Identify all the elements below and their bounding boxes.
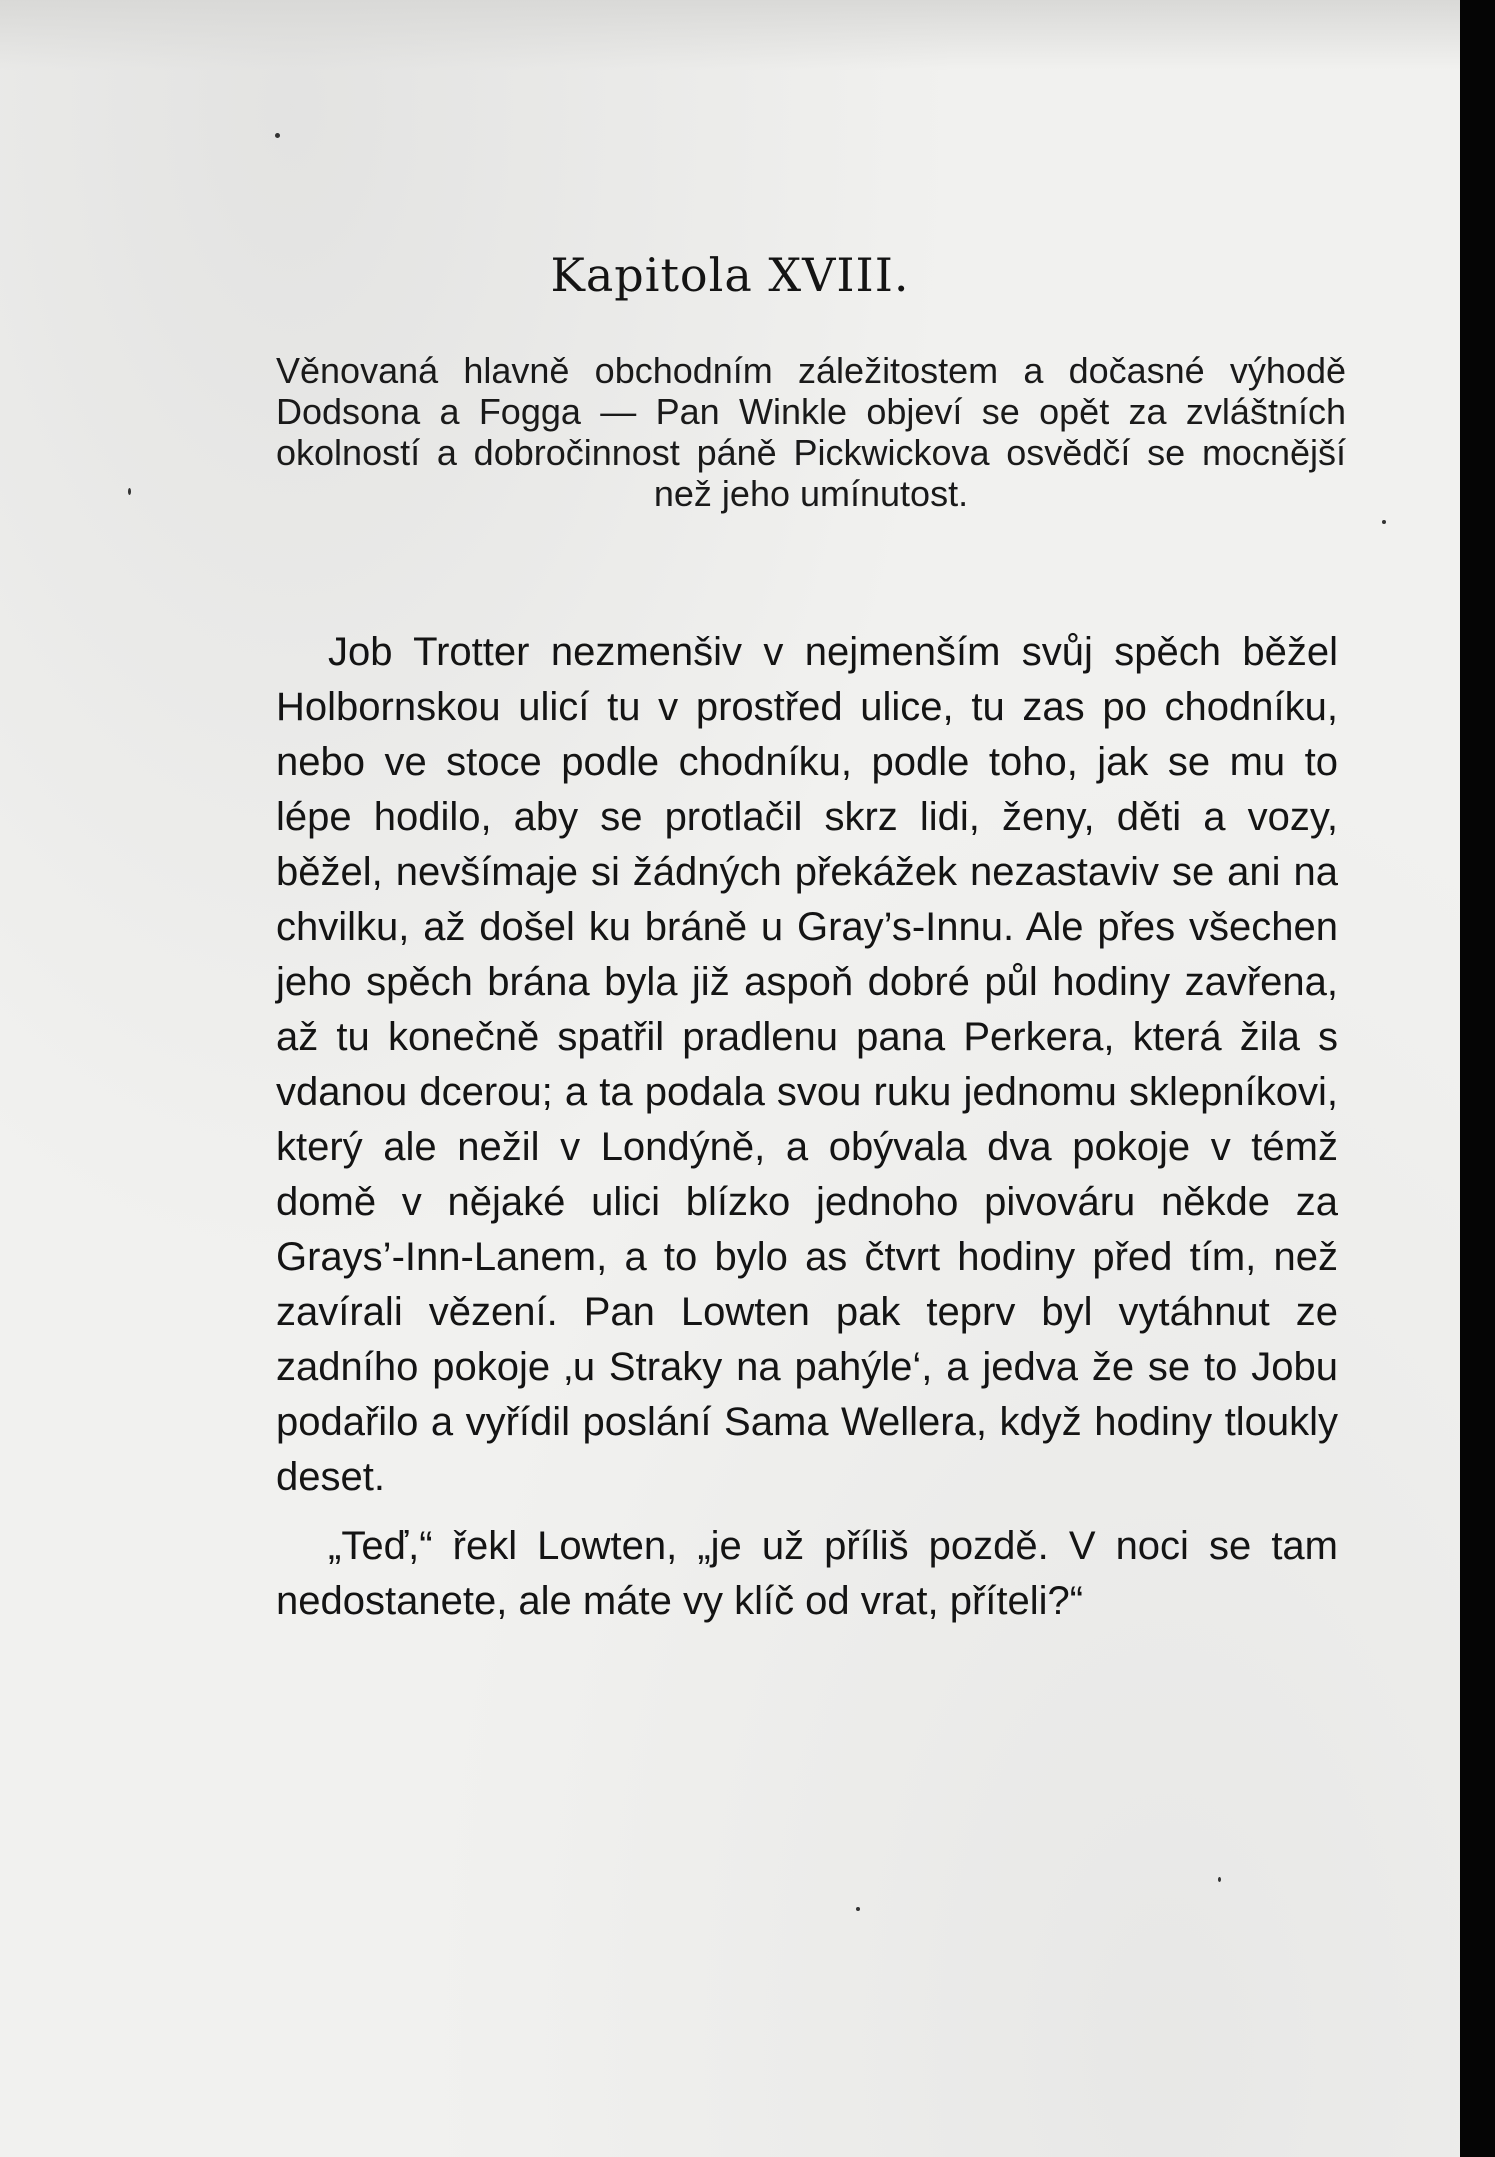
chapter-summary: Věnovaná hlavně obchodním záležitostem a dočasné výhodě Dodsona a Fogga — Pan Winkle objeví se opět za zvláštních okolností a dobročinnost páně Pickwickova osvědčí se mocnější než jeho umínutost. — [276, 350, 1346, 514]
dust-speck — [128, 488, 131, 495]
chapter-body — [276, 625, 1338, 1629]
paragraph: „Teď,“ řekl Lowten, „je už příliš pozdě. V noci se tam nedostanete, ale máte vy klíč od vrat, příteli?“ — [276, 1524, 1338, 1623]
dust-speck — [1218, 1877, 1221, 1882]
paragraph: Job Trotter nezmenšiv v nejmenším svůj spěch běžel Holbornskou ulicí tu v prostřed ulice, tu zas po chodníku, nebo ve stoce podle chodníku, podle toho, jak se mu to lépe hodilo, aby se protlačil skrz lidi, ženy, děti a vozy, běžel, nevšímaje si žádných překážek nezastaviv se ani na chvilku, až došel ku bráně u Gray’s-Innu. Ale přes všechen jeho spěch brána byla již aspoň dobré půl hodiny zavřena, až tu konečně spatřil pradlenu pana Perkera, která žila s vdanou dcerou; a ta podala svou ruku jednomu sklepníkovi, který ale nežil v Londýně, a obývala dva pokoje v témž domě v nějaké ulici blízko jednoho pivováru někde za Grays’-Inn-Lanem, a to bylo as čtvrt hodiny před tím, než zavírali vězení. Pan Lowten pak teprv byl vytáhnut ze zadního pokoje ‚u Straky na pahýle‘, a jedva že se to Jobu podařilo a vyřídil poslání Sama Wellera, když hodiny tloukly deset. — [276, 630, 1338, 1499]
dust-speck — [1382, 520, 1386, 524]
scan-shadow — [0, 0, 1460, 70]
dust-speck — [275, 133, 280, 138]
chapter-title: Kapitola XVIII. — [550, 248, 910, 302]
dust-speck — [856, 1907, 860, 1911]
scan-edge — [1460, 0, 1495, 2157]
